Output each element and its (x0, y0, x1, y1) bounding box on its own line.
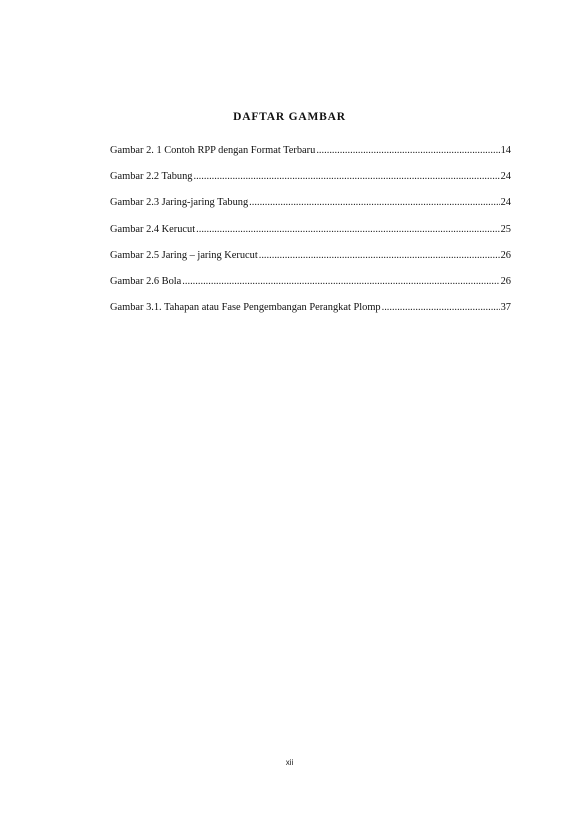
toc-entry-label: Gambar 2.2 Tabung (110, 171, 193, 183)
toc-entry-label: Gambar 2.4 Kerucut (110, 223, 196, 235)
toc-entry (110, 170, 511, 183)
toc-entry (110, 301, 511, 314)
dot-leader (259, 249, 500, 262)
toc-entry-page: 14 (500, 145, 511, 156)
dot-leader (182, 275, 499, 288)
toc-entry-label: Gambar 2.6 Bola (110, 275, 182, 287)
toc-entry-page: 26 (500, 275, 511, 287)
toc-entry-page: 24 (500, 197, 511, 209)
toc-entry-label: Gambar 2. 1 Contoh RPP dengan Format Terbaru (110, 145, 316, 156)
toc-entry (110, 249, 511, 262)
toc-entry (110, 196, 511, 209)
dot-leader (249, 196, 499, 209)
toc-entry-page: 37 (500, 302, 511, 314)
toc-entry-label: Gambar 2.5 Jaring – jaring Kerucut (110, 249, 258, 261)
list-of-figures (110, 144, 511, 327)
toc-entry (110, 144, 511, 157)
page-number: xii (285, 758, 294, 767)
dot-leader (196, 223, 499, 236)
dot-leader (316, 144, 499, 157)
dot-leader (382, 301, 500, 314)
toc-entry-page: 25 (500, 223, 511, 235)
dot-leader (193, 170, 499, 183)
page-title: DAFTAR GAMBAR (233, 111, 346, 123)
toc-entry (110, 223, 511, 236)
toc-entry-page: 24 (500, 171, 511, 183)
toc-entry-label: Gambar 2.3 Jaring-jaring Tabung (110, 197, 249, 209)
toc-entry (110, 275, 511, 288)
toc-entry-label: Gambar 3.1. Tahapan atau Fase Pengembangan Perangkat Plomp (110, 302, 381, 314)
toc-entry-page: 26 (500, 249, 511, 261)
